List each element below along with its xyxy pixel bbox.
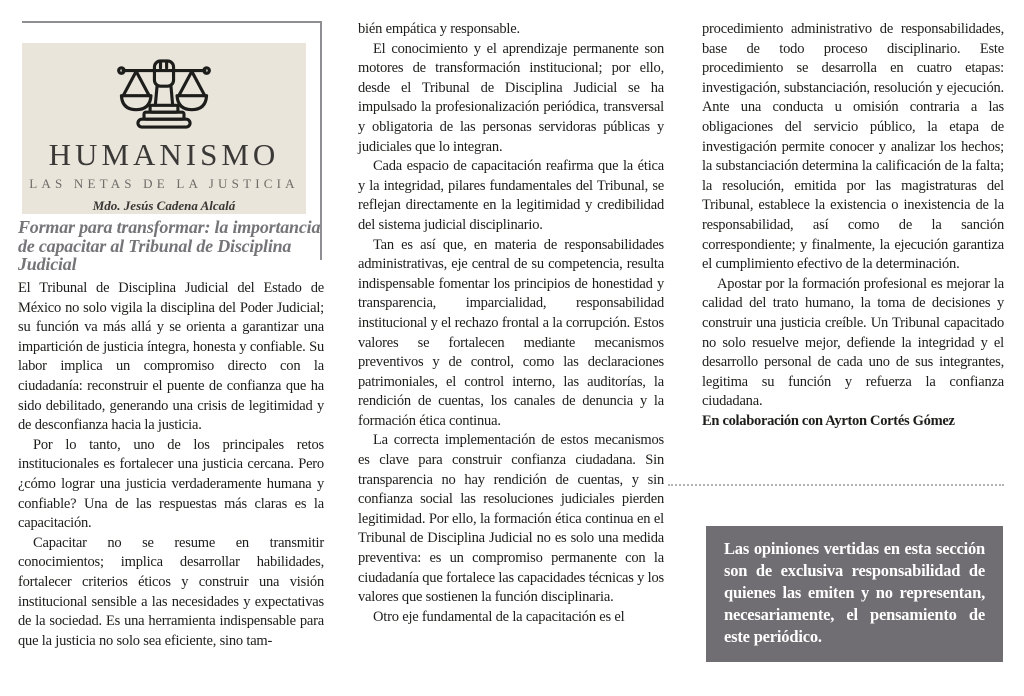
justice-scales-fist-icon — [111, 52, 217, 136]
paragraph: Capacitar no se resume en transmitir conocimientos; implica desarrollar habilidades, fortalecer criterios éticos y construir una visión institucional sensible a las necesidades y expectativas de la sociedad. Es una herramienta indispensable para que la justicia no solo sea eficiente, sino tam- — [18, 534, 324, 649]
disclaimer-text: Las opiniones vertidas en esta sección son de exclusiva responsabilidad de quienes las emiten y no representan, necesariamente, el pensamiento de este periódico. — [724, 539, 985, 646]
paragraph: procedimiento administrativo de responsabilidades, base de todo proceso disciplinario. Este procedimiento se desarrolla en cuatro etapas: investigación, substanciación, resolución y ejecución. Ante una conducta u omisión contraria a las obligaciones del servicio público, la etapa de investigación permite conocer y analizar los hechos; la substanciación determina la calificación de la falta; la resolución, emitida por las magistraturas del Tribunal, establece la existencia o inexistencia de la responsabilidad, así como de la sanción correspondiente; y finalmente, la ejecución garantiza el cumplimiento efectivo de la determinación. — [702, 21, 1004, 273]
paragraph: Por lo tanto, uno de los principales retos institucionales es fortalecer una justicia cercana. Pero ¿cómo lograr una justicia verdaderamente humana y confiable? Una de las respuestas más claras es la capacitación. — [18, 436, 324, 532]
paragraph: El Tribunal de Disciplina Judicial del Estado de México no solo vigila la disciplina del Poder Judicial; su función va más allá y se orienta a garantizar una impartición de justicia íntegra, honesta y confiable. Su labor implica un compromiso directo con la ciudadanía: reconstruir el puente de confianza que ha sido debilitado, generando una crisis de legitimidad y de desconfianza hacia la justicia. — [18, 280, 324, 434]
paragraph: Apostar por la formación profesional es mejorar la calidad del trato humano, la toma de decisiones y construir una justicia creíble. Un Tribunal capacitado no solo resuelve mejor, defiende la integridad y el desarrollo personal de cada uno de sus integrantes, legitima su función y refuerza la confianza ciudadana. — [702, 275, 1004, 410]
text-column-1 — [18, 279, 324, 651]
paragraph: La correcta implementación de estos mecanismos es clave para construir confianza ciudadana. Sin transparencia no hay rendición de cuentas, y sin confianza social las resoluciones judiciales pierden legitimidad. Por ello, la formación ética continua en el Tribunal de Disciplina Judicial no es solo una medida preventiva: es un compromiso permanente con la ciudadanía que fortalece las capacidades técnicas y los valores que sostienen la función disciplinaria. — [358, 432, 664, 606]
dotted-separator-rule — [668, 484, 1004, 486]
masthead-title: HUMANISMO — [48, 137, 280, 172]
header-top-rule — [22, 21, 322, 23]
collaboration-byline: En colaboración con Ayrton Cortés Gómez — [702, 412, 955, 429]
paragraph: Tan es así que, en materia de responsabilidades administrativas, eje central de su competencia, resulta indispensable fomentar los principios de honestidad y transparencia, imparcialidad, responsabilidad institucional y el rechazo frontal a la corrupción. Estos valores se fortalecen mediante mecanismos preventivos y de control, como las declaraciones patrimoniales, el control interno, las auditorías, la rendición de cuentas, los canales de denuncia y la formación ética continua. — [358, 236, 664, 429]
paragraph: Cada espacio de capacitación reafirma que la ética y la integridad, pilares fundamentales del Tribunal, se reflejan directamente en la legitimidad y credibilidad del sistema judicial disciplinario. — [358, 158, 664, 233]
paragraph: El conocimiento y el aprendizaje permanente son motores de transformación institucional; por ello, desde el Tribunal de Disciplina Judicial se ha impulsado la profesionalización periódica, transversal y obligatoria de las personas servidoras públicas y judiciales que lo integran. — [358, 40, 664, 155]
text-column-2 — [358, 20, 664, 627]
paragraph: bién empática y responsable. — [358, 21, 520, 37]
section-masthead — [22, 43, 306, 214]
article-headline: Formar para transformar: la importancia de capacitar al Tribunal de Disciplina Judicial — [18, 217, 321, 274]
editorial-disclaimer-box — [706, 526, 1003, 662]
paragraph: Otro eje fundamental de la capacitación es el — [373, 608, 625, 625]
text-column-3 — [702, 20, 1004, 431]
masthead-tagline: LAS NETAS DE LA JUSTICIA — [29, 176, 299, 191]
masthead-author: Mdo. Jesús Cadena Alcalá — [92, 198, 236, 213]
